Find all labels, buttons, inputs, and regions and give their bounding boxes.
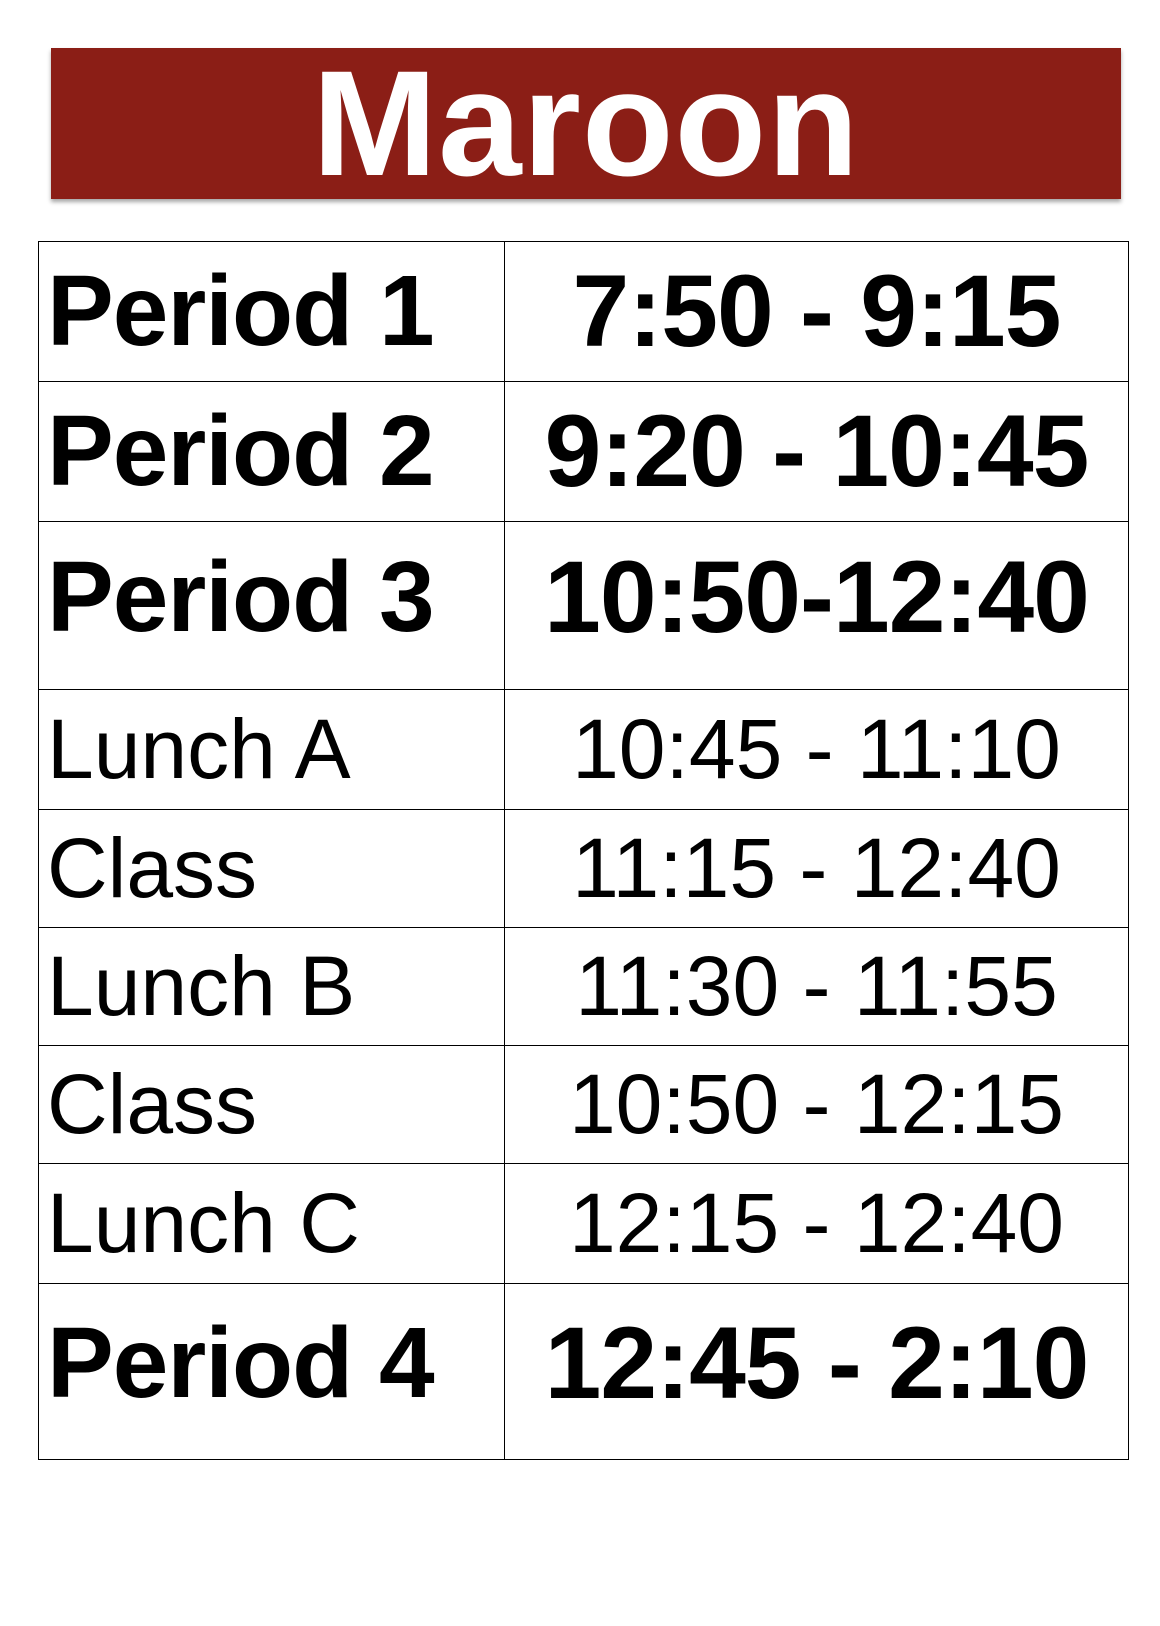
class-name: Class xyxy=(39,1046,505,1164)
schedule-row-lunch-a xyxy=(39,690,1129,810)
schedule-table xyxy=(38,241,1129,1460)
lunch-name: Lunch C xyxy=(39,1164,505,1284)
period-name: Period 1 xyxy=(39,242,505,382)
schedule-row-lunch-b xyxy=(39,928,1129,1046)
period-time: 7:50 - 9:15 xyxy=(505,242,1129,382)
class-name: Class xyxy=(39,810,505,928)
period-time: 12:45 - 2:10 xyxy=(505,1284,1129,1460)
period-name: Period 4 xyxy=(39,1284,505,1460)
schedule-row-lunch-c xyxy=(39,1164,1129,1284)
schedule-row-class-2 xyxy=(39,1046,1129,1164)
lunch-time: 12:15 - 12:40 xyxy=(505,1164,1129,1284)
lunch-time: 11:30 - 11:55 xyxy=(505,928,1129,1046)
lunch-name: Lunch A xyxy=(39,690,505,810)
class-time: 10:50 - 12:15 xyxy=(505,1046,1129,1164)
schedule-row-class-1 xyxy=(39,810,1129,928)
period-name: Period 2 xyxy=(39,382,505,522)
schedule-row-period-2 xyxy=(39,382,1129,522)
period-time: 10:50-12:40 xyxy=(505,522,1129,690)
title-banner xyxy=(51,38,1121,207)
lunch-time: 10:45 - 11:10 xyxy=(505,690,1129,810)
page-title: Maroon xyxy=(312,38,860,207)
period-time: 9:20 - 10:45 xyxy=(505,382,1129,522)
schedule-row-period-4 xyxy=(39,1284,1129,1460)
class-time: 11:15 - 12:40 xyxy=(505,810,1129,928)
schedule-row-period-3 xyxy=(39,522,1129,690)
schedule-row-period-1 xyxy=(39,242,1129,382)
lunch-name: Lunch B xyxy=(39,928,505,1046)
period-name: Period 3 xyxy=(39,522,505,690)
